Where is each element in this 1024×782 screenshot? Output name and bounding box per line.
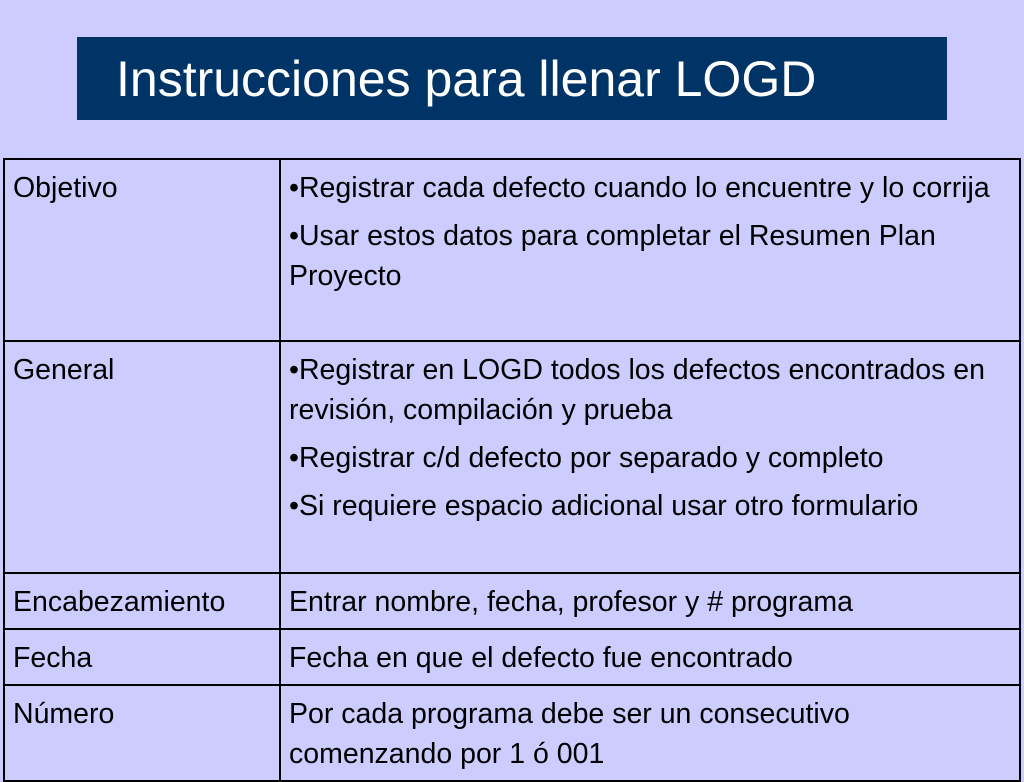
title-banner xyxy=(77,37,947,120)
table-row-encabezamiento xyxy=(4,573,1020,629)
row-content-objetivo xyxy=(280,159,1020,341)
page-title: Instrucciones para llenar LOGD xyxy=(116,50,817,107)
row-label-fecha: Fecha xyxy=(4,629,280,685)
row-text-line: •Registrar c/d defecto por separado y completo xyxy=(289,442,884,474)
row-content-fecha xyxy=(280,629,1020,685)
table-row-objetivo xyxy=(4,159,1020,341)
row-text-line: Entrar nombre, fecha, profesor y # programa xyxy=(289,586,853,618)
row-content-numero xyxy=(280,685,1020,781)
table-row-numero xyxy=(4,685,1020,781)
table-row-general xyxy=(4,341,1020,573)
row-label-encabezamiento: Encabezamiento xyxy=(4,573,280,629)
row-text-line: •Registrar cada defecto cuando lo encuentre y lo corrija xyxy=(289,172,990,204)
row-content-general xyxy=(280,341,1020,573)
row-text-line: Por cada programa debe ser un consecutivo comenzando por 1 ó 001 xyxy=(289,698,850,770)
row-label-numero: Número xyxy=(4,685,280,781)
row-content-encabezamiento xyxy=(280,573,1020,629)
table-row-fecha xyxy=(4,629,1020,685)
row-text-line: Fecha en que el defecto fue encontrado xyxy=(289,642,793,674)
row-text-line: •Registrar en LOGD todos los defectos encontrados en revisión, compilación y prueba xyxy=(289,354,985,426)
row-label-objetivo: Objetivo xyxy=(4,159,280,341)
row-text-line: •Si requiere espacio adicional usar otro formulario xyxy=(289,490,919,522)
instructions-table-body xyxy=(4,159,1020,781)
row-text-line: •Usar estos datos para completar el Resumen Plan Proyecto xyxy=(289,220,936,292)
row-label-general: General xyxy=(4,341,280,573)
instructions-table xyxy=(3,158,1021,782)
